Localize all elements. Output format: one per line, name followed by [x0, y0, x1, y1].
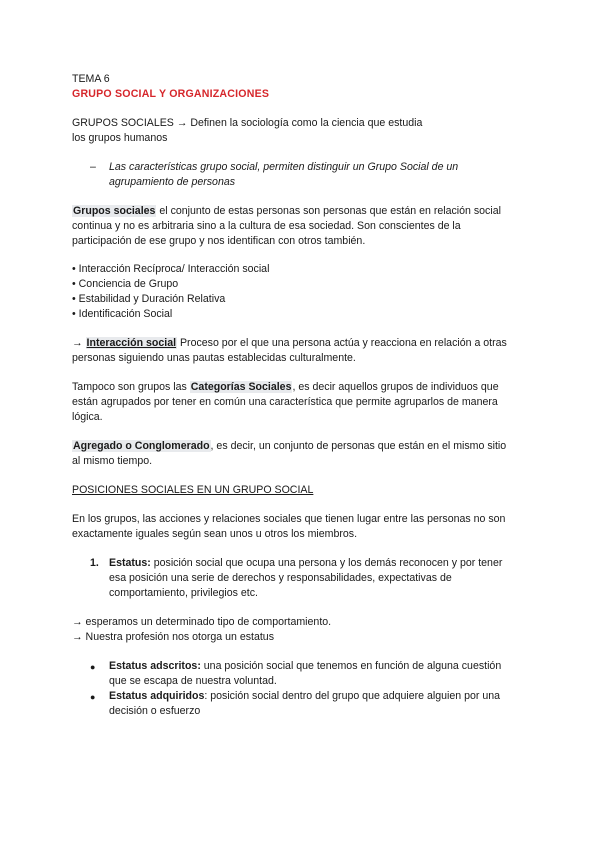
feature-item: • Identificación Social: [72, 308, 173, 320]
interaccion-line-2: personas siguiendo unas pautas establecidas culturalmente.: [72, 352, 356, 364]
dash-bullet-line-2: agrupamiento de personas: [109, 176, 236, 188]
estatus-line-2: esa posición una serie de derechos y responsabilidades, expectativas de: [109, 572, 452, 584]
document-title: GRUPO SOCIAL Y ORGANIZACIONES: [72, 88, 270, 100]
categorias-line-2: están agrupados por tener en común una característica que permite agruparlos de manera: [72, 396, 498, 408]
categorias-term: Categorías Sociales: [190, 381, 292, 393]
estatus-term: Estatus:: [109, 557, 151, 569]
bullet-dot-icon: ●: [90, 692, 96, 702]
agregado-line-2: al mismo tiempo.: [72, 455, 153, 467]
interaccion-line-1: → Interacción social Proceso por el que una persona actúa y reacciona en relación a otras: [72, 337, 507, 349]
grupos-sociales-term: Grupos sociales: [73, 205, 156, 217]
posiciones-line-1: En los grupos, las acciones y relaciones sociales que tienen lugar entre las personas no son: [72, 513, 506, 525]
feature-item: • Conciencia de Grupo: [72, 278, 179, 290]
grupos-sociales-line-1: Grupos sociales el conjunto de estas personas son personas que están en relación social: [73, 205, 501, 217]
estatus-adscritos-term: Estatus adscritos:: [109, 660, 201, 672]
dash-marker: –: [90, 161, 96, 173]
arrow-note: → esperamos un determinado tipo de comportamiento.: [72, 616, 332, 628]
estatus-adquiridos-line-2: decisión o esfuerzo: [109, 705, 201, 717]
categorias-line-1: Tampoco son grupos las Categorías Sociales, es decir aquellos grupos de individuos que: [72, 381, 499, 393]
estatus-number: 1.: [90, 557, 99, 569]
intro-line-2: los grupos humanos: [72, 132, 168, 144]
feature-item: • Interacción Recíproca/ Interacción social: [72, 263, 270, 275]
estatus-line-1: Estatus: posición social que ocupa una persona y los demás reconocen y por tener: [109, 557, 503, 569]
bullet-dot-icon: ●: [90, 662, 96, 672]
interaccion-term: Interacción social: [86, 337, 177, 349]
intro-line-1: GRUPOS SOCIALES → Definen la sociología como la ciencia que estudia: [72, 117, 423, 129]
agregado-line-1: Agregado o Conglomerado, es decir, un conjunto de personas que están en el mismo sitio: [73, 440, 507, 452]
feature-item: • Estabilidad y Duración Relativa: [72, 293, 226, 305]
estatus-adscritos-line-2: que se escapa de nuestra voluntad.: [109, 675, 277, 687]
grupos-sociales-line-3: participación de ese grupo y nos identifican con otros también.: [72, 235, 366, 247]
tema-label: TEMA 6: [72, 73, 110, 85]
estatus-adquiridos-line-1: Estatus adquiridos: posición social dentro del grupo que adquiere alguien por una: [109, 690, 501, 702]
categorias-line-3: lógica.: [72, 411, 103, 423]
estatus-line-3: comportamiento, privilegios etc.: [109, 587, 258, 599]
dash-bullet-line-1: Las características grupo social, permiten distinguir un Grupo Social de un: [109, 161, 459, 173]
estatus-adquiridos-term: Estatus adquiridos: [109, 690, 205, 702]
estatus-adscritos-line-1: Estatus adscritos: una posición social que tenemos en función de alguna cuestión: [109, 660, 502, 672]
agregado-term: Agregado o Conglomerado: [73, 440, 210, 452]
arrow-note: → Nuestra profesión nos otorga un estatus: [72, 631, 274, 643]
posiciones-line-2: exactamente iguales según sean unos u otros los miembros.: [72, 528, 358, 540]
grupos-sociales-line-2: continua y no es arbitraria sino a la cultura de esa sociedad. Son conscientes de la: [72, 220, 461, 232]
posiciones-heading: POSICIONES SOCIALES EN UN GRUPO SOCIAL: [72, 484, 314, 496]
